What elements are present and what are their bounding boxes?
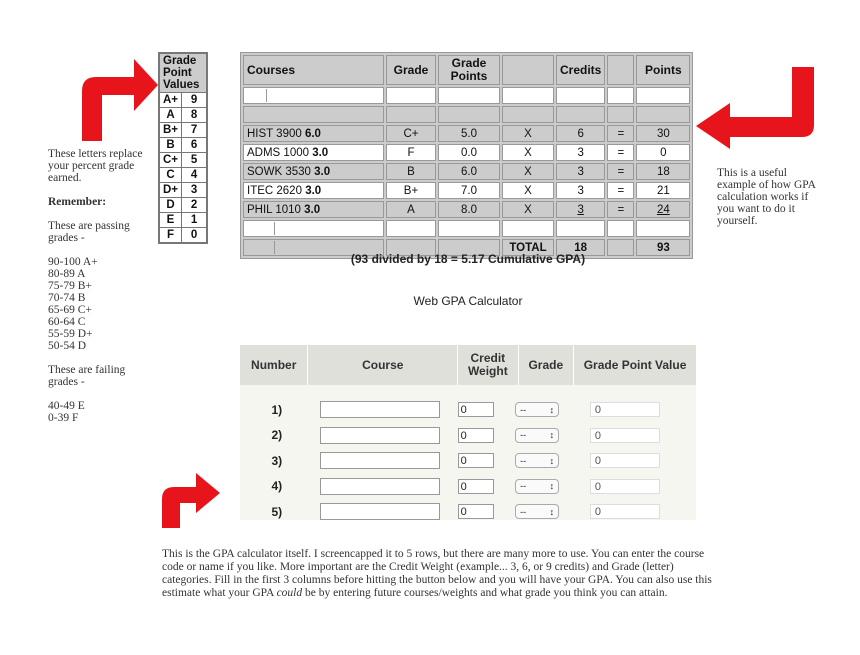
gpv-letter: C+ xyxy=(159,153,182,168)
course-gp: 0.0 xyxy=(438,144,500,161)
course-credits: 3 xyxy=(556,144,605,161)
grade-point-value-field: 0 xyxy=(590,504,660,519)
gpv-letter: B xyxy=(159,138,182,153)
empty-cell xyxy=(243,87,384,104)
credit-weight-input[interactable]: 0 xyxy=(458,428,494,443)
gpv-letter: F xyxy=(159,228,182,244)
empty-cell xyxy=(556,87,605,104)
grade-select[interactable] xyxy=(515,504,559,519)
header-grade: Grade xyxy=(519,345,575,385)
course-weight: 3.0 xyxy=(312,146,329,159)
total-credits: 18 xyxy=(556,239,605,256)
empty-cell xyxy=(243,106,384,123)
credit-weight-input[interactable]: 0 xyxy=(458,453,494,468)
failing-label: These are failing grades - xyxy=(48,364,126,388)
total-label: TOTAL xyxy=(502,239,554,256)
select-arrows-icon: ↕ xyxy=(549,481,555,492)
course-row xyxy=(243,201,690,218)
course-points: 18 xyxy=(636,163,690,180)
empty-row xyxy=(243,220,690,237)
col-points: Points xyxy=(636,55,690,85)
gpv-points: 0 xyxy=(182,228,208,244)
red-arrow-left-icon xyxy=(694,65,818,151)
grade-point-value-field: 0 xyxy=(590,453,660,468)
grade-select[interactable] xyxy=(515,453,559,468)
grade-select-value: -- xyxy=(520,481,527,492)
failing-ranges xyxy=(48,400,148,424)
grade-select-value: -- xyxy=(520,506,527,517)
col-grade: Grade xyxy=(386,55,436,85)
course-grade: B xyxy=(386,163,436,180)
gpv-row xyxy=(159,183,207,198)
empty-cell xyxy=(556,106,605,123)
empty-cell xyxy=(386,220,436,237)
course-code: SOWK 3530 xyxy=(247,165,311,178)
grade-point-values-table xyxy=(158,52,208,244)
gpv-points: 8 xyxy=(182,108,208,123)
gpv-points: 1 xyxy=(182,213,208,228)
course-code: PHIL 1010 xyxy=(247,203,301,216)
grade-select-value: -- xyxy=(520,455,527,466)
times-sign: X xyxy=(502,182,554,199)
gpv-row xyxy=(159,153,207,168)
course-input[interactable] xyxy=(320,427,440,444)
empty-cell xyxy=(438,220,500,237)
course-credits: 3 xyxy=(556,163,605,180)
col-eq xyxy=(607,55,634,85)
header-credit-weight: Credit Weight xyxy=(458,345,518,385)
gpv-letter: E xyxy=(159,213,182,228)
gpv-points: 3 xyxy=(182,183,208,198)
gpv-row xyxy=(159,198,207,213)
web-calculator-title: Web GPA Calculator xyxy=(413,294,523,308)
range-item: 50-54 D xyxy=(48,340,87,352)
row-number: 2) xyxy=(271,428,283,443)
empty-cell xyxy=(502,220,554,237)
course-input[interactable] xyxy=(320,452,440,469)
course-code: ITEC 2620 xyxy=(247,184,302,197)
row-number: 4) xyxy=(271,479,283,494)
equals-sign: = xyxy=(607,182,634,199)
times-sign: X xyxy=(502,125,554,142)
range-item: 55-59 D+ xyxy=(48,328,93,340)
col-x xyxy=(502,55,554,85)
course-credits: 3 xyxy=(556,182,605,199)
col-credits: Credits xyxy=(556,55,605,85)
select-arrows-icon: ↕ xyxy=(549,506,555,517)
calculator-rows xyxy=(240,385,696,520)
row-number: 1) xyxy=(271,402,283,417)
course-grade: C+ xyxy=(386,125,436,142)
gpv-row xyxy=(159,123,207,138)
select-arrows-icon: ↕ xyxy=(549,455,555,466)
red-arrow-up-right-icon xyxy=(160,455,222,530)
course-credits: 3 xyxy=(556,201,605,218)
header-grade-point-value: Grade Point Value xyxy=(583,357,687,372)
credit-weight-input[interactable]: 0 xyxy=(458,504,494,519)
course-points: 24 xyxy=(636,201,690,218)
grade-select[interactable] xyxy=(515,402,559,417)
gpv-row xyxy=(159,213,207,228)
grade-point-value-field: 0 xyxy=(590,428,660,443)
empty-cell xyxy=(502,87,554,104)
empty-row xyxy=(243,87,690,104)
gpv-points: 2 xyxy=(182,198,208,213)
empty-cell xyxy=(636,106,690,123)
gpv-points: 9 xyxy=(182,93,208,108)
gpv-letter: A xyxy=(159,108,182,123)
times-sign: X xyxy=(502,144,554,161)
select-arrows-icon: ↕ xyxy=(549,404,555,415)
empty-cell xyxy=(502,106,554,123)
red-arrow-right-icon xyxy=(80,55,160,143)
gpv-row xyxy=(159,228,207,244)
equals-sign: = xyxy=(607,125,634,142)
gpv-letter: A+ xyxy=(159,93,182,108)
course-credits: 6 xyxy=(556,125,605,142)
gpv-row xyxy=(159,168,207,183)
passing-ranges xyxy=(48,256,148,352)
grade-select-value: -- xyxy=(520,430,527,441)
course-gp: 5.0 xyxy=(438,125,500,142)
passing-label: These are passing grades - xyxy=(48,220,130,244)
web-gpa-calculator xyxy=(240,345,696,520)
equals-sign: = xyxy=(607,201,634,218)
empty-cell xyxy=(636,87,690,104)
gpv-letter: C xyxy=(159,168,182,183)
course-name xyxy=(243,201,384,218)
gpv-row xyxy=(159,93,207,108)
empty-cell xyxy=(386,87,436,104)
times-sign: X xyxy=(502,163,554,180)
course-input[interactable] xyxy=(320,401,440,418)
empty-cell xyxy=(438,106,500,123)
col-grade-points: Grade Points xyxy=(438,55,500,85)
course-weight: 6.0 xyxy=(304,127,321,140)
course-row xyxy=(243,125,690,142)
course-points: 0 xyxy=(636,144,690,161)
range-item: 75-79 B+ xyxy=(48,280,92,292)
course-gp: 8.0 xyxy=(438,201,500,218)
empty-cell xyxy=(607,87,634,104)
grade-point-value-field: 0 xyxy=(590,402,660,417)
course-weight: 3.0 xyxy=(305,184,322,197)
calculator-row xyxy=(240,499,696,525)
bottom-annotation xyxy=(162,548,717,600)
course-grade: B+ xyxy=(386,182,436,199)
range-item: 70-74 B xyxy=(48,292,86,304)
range-item: 0-39 F xyxy=(48,412,79,424)
course-row xyxy=(243,163,690,180)
course-name xyxy=(243,182,384,199)
equals-sign: = xyxy=(607,163,634,180)
remember-heading: Remember: xyxy=(48,196,107,208)
gpv-row xyxy=(159,108,207,123)
course-code: ADMS 1000 xyxy=(247,146,310,159)
range-item: 65-69 C+ xyxy=(48,304,92,316)
empty-cell xyxy=(636,220,690,237)
header-course: Course xyxy=(308,345,458,385)
empty-cell xyxy=(556,220,605,237)
gpv-row xyxy=(159,138,207,153)
separator-row xyxy=(243,106,690,123)
right-annotation: This is a useful example of how GPA calculation works if you want to do it yourself. xyxy=(717,167,816,227)
credit-weight-input[interactable]: 0 xyxy=(458,479,494,494)
calculator-row xyxy=(240,423,696,449)
range-item: 80-89 A xyxy=(48,268,86,280)
empty-cell xyxy=(607,106,634,123)
course-code: HIST 3900 xyxy=(247,127,302,140)
row-number: 5) xyxy=(271,504,283,519)
course-input[interactable] xyxy=(320,503,440,520)
course-name xyxy=(243,144,384,161)
gpv-letter: D+ xyxy=(159,183,182,198)
letters-note: These letters replace your percent grade earned. xyxy=(48,148,143,184)
equals-sign: = xyxy=(607,144,634,161)
grade-select-value: -- xyxy=(520,404,527,415)
courses-example-table xyxy=(240,52,693,259)
grade-point-value-field: 0 xyxy=(590,479,660,494)
empty-cell xyxy=(607,220,634,237)
course-name xyxy=(243,125,384,142)
course-row xyxy=(243,144,690,161)
left-annotation xyxy=(48,148,148,436)
gpv-points: 5 xyxy=(182,153,208,168)
course-input[interactable] xyxy=(320,478,440,495)
grade-select[interactable] xyxy=(515,428,559,443)
empty-cell xyxy=(386,106,436,123)
course-row xyxy=(243,182,690,199)
course-grade: A xyxy=(386,201,436,218)
course-weight: 3.0 xyxy=(314,165,331,178)
grade-select[interactable] xyxy=(515,479,559,494)
header-number: Number xyxy=(240,345,308,385)
gpv-points: 4 xyxy=(182,168,208,183)
bottom-text-part-1: This is the GPA calculator itself. I screencapped it to 5 rows, but there are many more to use. You can enter the course code or name if you like. More important are the Credit Weight (example... 3, 6, or 9 credits) and Grade (letter) categories. Fill in the first 3 columns before hitting the button below and you will have your GPA. You can also use this estimate what your GPA xyxy=(162,548,712,599)
calculator-row xyxy=(240,397,696,423)
calculator-header xyxy=(240,345,696,385)
course-gp: 6.0 xyxy=(438,163,500,180)
times-sign: X xyxy=(502,201,554,218)
empty-cell xyxy=(243,220,384,237)
gpv-letter: B+ xyxy=(159,123,182,138)
range-item: 40-49 E xyxy=(48,400,85,412)
bottom-text-part-2: be by entering future courses/weights and what grade you think you can attain. xyxy=(302,587,668,599)
col-courses: Courses xyxy=(243,55,384,85)
calculator-row xyxy=(240,474,696,500)
course-points: 30 xyxy=(636,125,690,142)
credit-weight-input[interactable]: 0 xyxy=(458,402,494,417)
bottom-text-emphasis: could xyxy=(276,587,303,599)
gpv-points: 6 xyxy=(182,138,208,153)
empty-cell xyxy=(438,87,500,104)
range-item: 90-100 A+ xyxy=(48,256,98,268)
course-grade: F xyxy=(386,144,436,161)
total-points: 93 xyxy=(636,239,690,256)
row-number: 3) xyxy=(271,453,283,468)
gpv-points: 7 xyxy=(182,123,208,138)
select-arrows-icon: ↕ xyxy=(549,430,555,441)
course-points: 21 xyxy=(636,182,690,199)
course-weight: 3.0 xyxy=(304,203,321,216)
range-item: 60-64 C xyxy=(48,316,86,328)
gpa-calculation-text: (93 divided by 18 = 5.17 Cumulative GPA) xyxy=(350,252,586,266)
gpv-letter: D xyxy=(159,198,182,213)
gpv-header: Grade Point Values xyxy=(159,53,207,93)
course-name xyxy=(243,163,384,180)
calculator-row xyxy=(240,448,696,474)
course-gp: 7.0 xyxy=(438,182,500,199)
